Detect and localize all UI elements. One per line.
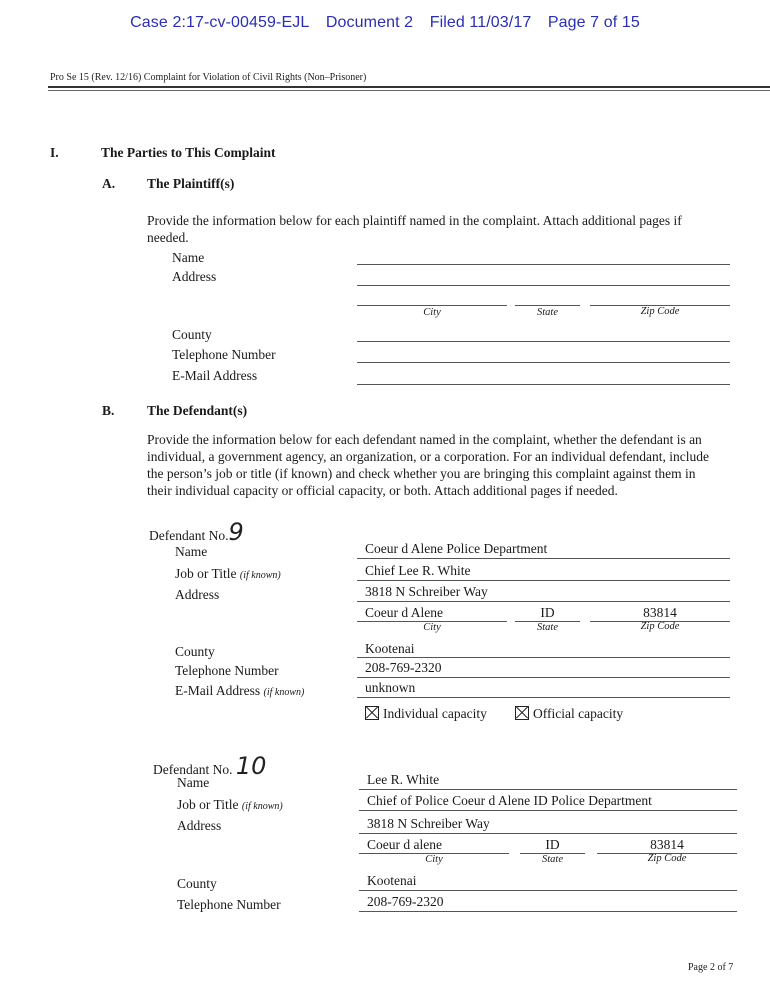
defendant-10-name[interactable]: Lee R. White xyxy=(367,772,440,787)
defendant-10-heading: Defendant No. 10 xyxy=(153,752,267,780)
plaintiff-county-label: County xyxy=(172,327,212,342)
plaintiff-state-label: State xyxy=(537,307,558,318)
defendant-10-phone-label: Telephone Number xyxy=(177,897,281,912)
checked-box-icon[interactable] xyxy=(365,706,379,720)
defendant-10-name-label: Name xyxy=(177,775,210,790)
field-line xyxy=(359,810,737,811)
defendant-9-address-label: Address xyxy=(175,587,220,602)
defendant-9-job[interactable]: Chief Lee R. White xyxy=(365,563,471,578)
defendant-9-job-label: Job or Title (if known) xyxy=(175,566,281,581)
plaintiff-state-field[interactable] xyxy=(515,305,580,306)
field-line xyxy=(357,677,730,678)
field-line xyxy=(357,657,730,658)
defendant-9-phone[interactable]: 208-769-2320 xyxy=(365,660,442,675)
defendant-9-county[interactable]: Kootenai xyxy=(365,641,415,656)
plaintiff-instructions: Provide the information below for each plaintiff named in the complaint. Attach additional pages if needed. xyxy=(147,213,682,245)
plaintiff-phone-field[interactable] xyxy=(357,362,730,363)
form-header: Pro Se 15 (Rev. 12/16) Complaint for Violation of Civil Rights (Non–Prisoner) xyxy=(50,72,367,83)
defendant-10-address-label: Address xyxy=(177,818,222,833)
defendant-10-county-label: County xyxy=(177,876,217,891)
defendant-9-email[interactable]: unknown xyxy=(365,680,416,695)
zip-sublabel: Zip Code xyxy=(640,621,680,632)
defendant-10-city[interactable]: Coeur d alene xyxy=(367,837,442,852)
state-sublabel: State xyxy=(542,854,563,865)
field-line xyxy=(359,789,737,790)
plaintiff-address-field[interactable] xyxy=(357,285,730,286)
field-line xyxy=(357,601,730,602)
court-filing-stamp xyxy=(0,14,770,32)
defendant-10-zip[interactable]: 83814 xyxy=(650,837,684,852)
defendant-9-name[interactable]: Coeur d Alene Police Department xyxy=(365,541,548,556)
defendant-9-official-capacity[interactable]: Official capacity xyxy=(515,706,623,722)
section-title: The Parties to This Complaint xyxy=(101,145,276,160)
defendant-10-address[interactable]: 3818 N Schreiber Way xyxy=(367,816,490,831)
section-number: I. xyxy=(50,145,59,160)
defendant-9-heading: Defendant No.9 xyxy=(149,518,244,546)
checked-box-icon[interactable] xyxy=(515,706,529,720)
defendant-9-zip[interactable]: 83814 xyxy=(643,605,677,620)
defendant-9-email-label: E-Mail Address (if known) xyxy=(175,683,305,698)
defendant-section-title: The Defendant(s) xyxy=(147,403,248,418)
plaintiff-section-number: A. xyxy=(102,176,116,191)
field-line xyxy=(359,911,737,912)
field-line xyxy=(357,697,730,698)
stamp-page: Page 7 of 15 xyxy=(547,14,640,31)
page-number: Page 2 of 7 xyxy=(688,962,734,973)
defendant-9-phone-label: Telephone Number xyxy=(175,663,279,678)
plaintiff-email-label: E-Mail Address xyxy=(172,368,258,383)
plaintiff-name-label: Name xyxy=(172,250,205,265)
plaintiff-address-label: Address xyxy=(172,269,217,284)
defendant-10-county[interactable]: Kootenai xyxy=(367,873,417,888)
defendant-section-number: B. xyxy=(102,403,115,418)
field-line xyxy=(359,890,737,891)
field-line xyxy=(359,833,737,834)
city-sublabel: City xyxy=(423,622,441,633)
plaintiff-zip-label: Zip Code xyxy=(640,306,680,317)
document-number: Document 2 xyxy=(325,14,414,31)
header-rule xyxy=(48,86,770,88)
zip-sublabel: Zip Code xyxy=(647,853,687,864)
defendant-10-job-label: Job or Title (if known) xyxy=(177,797,283,812)
defendant-9-name-label: Name xyxy=(175,544,208,559)
defendant-10-phone[interactable]: 208-769-2320 xyxy=(367,894,444,909)
defendant-9-county-label: County xyxy=(175,644,215,659)
plaintiff-city-field[interactable] xyxy=(357,305,507,306)
plaintiff-phone-label: Telephone Number xyxy=(172,347,276,362)
field-line xyxy=(357,558,730,559)
defendant-9-state[interactable]: ID xyxy=(540,605,555,620)
defendant-10-state[interactable]: ID xyxy=(545,837,560,852)
defendant-9-individual-capacity[interactable]: Individual capacity xyxy=(365,706,487,722)
plaintiff-name-field[interactable] xyxy=(357,264,730,265)
filed-date: Filed 11/03/17 xyxy=(429,14,532,31)
plaintiff-email-field[interactable] xyxy=(357,384,730,385)
state-sublabel: State xyxy=(537,622,558,633)
defendant-10-job[interactable]: Chief of Police Coeur d Alene ID Police Department xyxy=(367,793,652,808)
defendant-9-city[interactable]: Coeur d Alene xyxy=(365,605,443,620)
case-number: Case 2:17-cv-00459-EJL xyxy=(130,14,310,31)
defendant-9-address[interactable]: 3818 N Schreiber Way xyxy=(365,584,488,599)
plaintiff-county-field[interactable] xyxy=(357,341,730,342)
defendant-10-number: 10 xyxy=(235,752,267,780)
city-sublabel: City xyxy=(425,854,443,865)
defendant-9-number: 9 xyxy=(228,518,244,546)
defendant-instructions: Provide the information below for each defendant named in the complaint, whether the defendant is an individual, a government agency, an organization, or a corporation. For an individual defendant, include the person’s job or title (if known) and check whether you are bringing this complaint against them in their individual capacity or official capacity, or both. Attach additional pages if needed. xyxy=(147,432,709,498)
field-line xyxy=(357,580,730,581)
plaintiff-section-title: The Plaintiff(s) xyxy=(147,176,235,191)
header-rule-thin xyxy=(48,90,770,91)
plaintiff-city-label: City xyxy=(423,307,441,318)
